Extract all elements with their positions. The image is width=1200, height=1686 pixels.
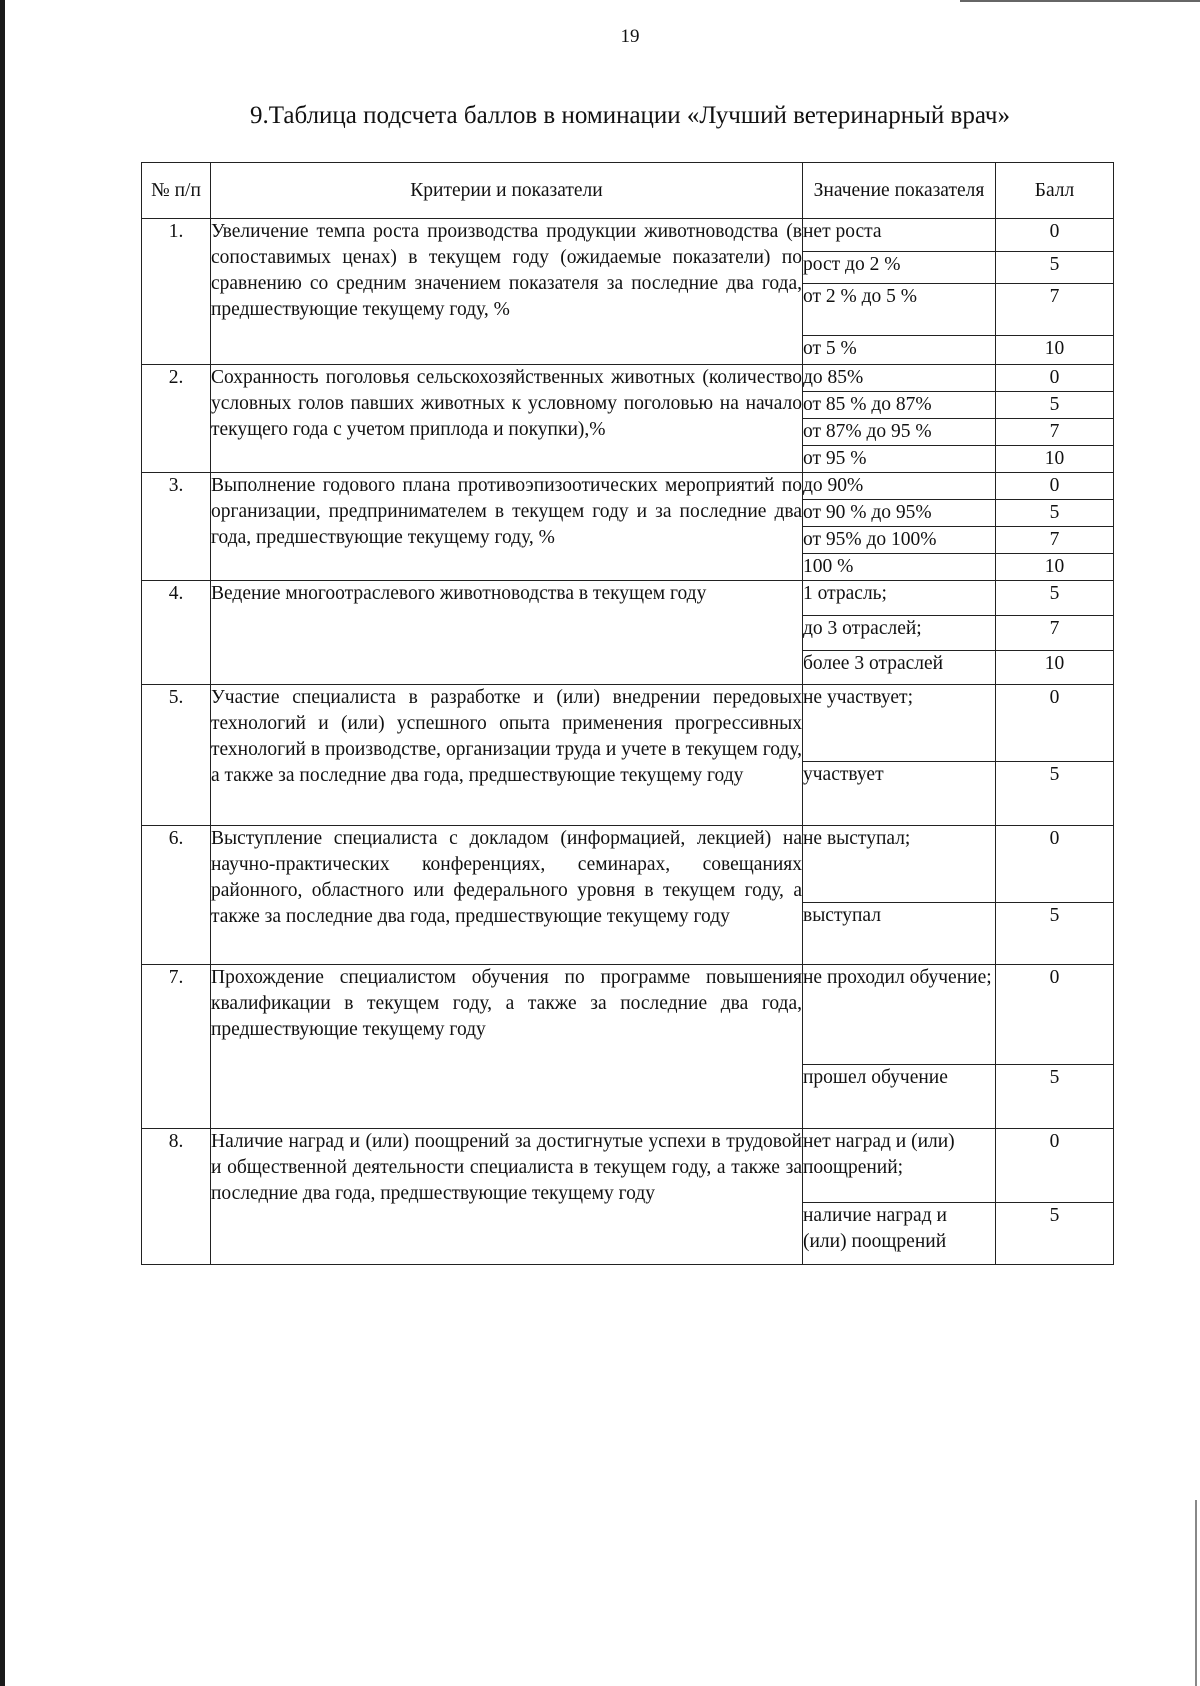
scan-border-left	[0, 0, 5, 1686]
option-points: 5	[996, 1065, 1114, 1129]
criteria-text: Увеличение темпа роста производства продукции животноводства (в сопоставимых ценах) в текущем году (ожидаемые показатели) по сравнению со средним значением показателя за последние два года, предшествующие текущему году, %	[211, 219, 803, 365]
header-num: № п/п	[142, 163, 211, 219]
criteria-text: Сохранность поголовья сельскохозяйственных животных (количество условных голов павших животных к условному поголовью на начало текущего года с учетом приплода и покупки),%	[211, 365, 803, 473]
row-number: 5.	[142, 685, 211, 826]
option-points: 0	[996, 365, 1114, 392]
row-number: 1.	[142, 219, 211, 365]
option-value: от 95% до 100%	[803, 527, 996, 554]
row-number: 4.	[142, 581, 211, 685]
option-value: до 85%	[803, 365, 996, 392]
option-points: 5	[996, 581, 1114, 616]
option-value: рост до 2 %	[803, 252, 996, 284]
option-points: 5	[996, 392, 1114, 419]
option-value: от 87% до 95 %	[803, 419, 996, 446]
option-points: 5	[996, 762, 1114, 826]
option-value: участвует	[803, 762, 996, 826]
table-row	[142, 685, 1114, 762]
criteria-text: Участие специалиста в разработке и (или) внедрении передовых технологий и (или) успешного опыта применения прогрессивных технологий в производстве, организации труда и учете в текущем году, а также за последние два года, предшествующие текущему году	[211, 685, 803, 826]
criteria-text: Выступление специалиста с докладом (информацией, лекцией) на научно-практических конференциях, семинарах, совещаниях районного, областного или федерального уровня в текущем году, а также за последние два года, предшествующие текущему году	[211, 826, 803, 965]
option-points: 10	[996, 554, 1114, 581]
option-points: 5	[996, 500, 1114, 527]
option-value: от 90 % до 95%	[803, 500, 996, 527]
option-points: 7	[996, 616, 1114, 651]
option-value: выступал	[803, 903, 996, 965]
header-criteria: Критерии и показатели	[211, 163, 803, 219]
option-points: 0	[996, 965, 1114, 1065]
table-row	[142, 965, 1114, 1065]
option-points: 10	[996, 651, 1114, 685]
option-points: 0	[996, 473, 1114, 500]
option-value: нет роста	[803, 219, 996, 252]
option-points: 0	[996, 826, 1114, 903]
row-number: 6.	[142, 826, 211, 965]
header-row	[142, 163, 1114, 219]
row-number: 7.	[142, 965, 211, 1129]
option-value: 1 отрасль;	[803, 581, 996, 616]
option-points: 0	[996, 1129, 1114, 1203]
option-value: прошел обучение	[803, 1065, 996, 1129]
criteria-text: Прохождение специалистом обучения по программе повышения квалификации в текущем году, а также за последние два года, предшествующие текущему году	[211, 965, 803, 1129]
option-points: 0	[996, 685, 1114, 762]
option-points: 10	[996, 336, 1114, 365]
option-value: не выступал;	[803, 826, 996, 903]
option-value: от 5 %	[803, 336, 996, 365]
document-title: 9.Таблица подсчета баллов в номинации «Лучший ветеринарный врач»	[249, 102, 1011, 129]
option-value: более 3 отраслей	[803, 651, 996, 685]
option-value: не участвует;	[803, 685, 996, 762]
table-row	[142, 826, 1114, 903]
table-row	[142, 219, 1114, 252]
option-value: от 2 % до 5 %	[803, 284, 996, 336]
option-value: не проходил обучение;	[803, 965, 996, 1065]
option-value: 100 %	[803, 554, 996, 581]
option-value: от 85 % до 87%	[803, 392, 996, 419]
row-number: 3.	[142, 473, 211, 581]
option-value: наличие наград и (или) поощрений	[803, 1203, 996, 1265]
table-row	[142, 365, 1114, 392]
table-row	[142, 473, 1114, 500]
header-points: Балл	[996, 163, 1114, 219]
scan-border-right	[1195, 1500, 1197, 1686]
option-points: 7	[996, 527, 1114, 554]
score-table	[141, 162, 1114, 1265]
criteria-text: Ведение многоотраслевого животноводства в текущем году	[211, 581, 803, 685]
page-number: 19	[620, 26, 640, 47]
option-points: 5	[996, 1203, 1114, 1265]
criteria-text: Наличие наград и (или) поощрений за достигнутые успехи в трудовой и общественной деятельности специалиста в текущем году, а также за последние два года, предшествующие текущему году	[211, 1129, 803, 1265]
scan-border-top	[960, 0, 1200, 2]
option-value: до 90%	[803, 473, 996, 500]
option-points: 5	[996, 252, 1114, 284]
table-row	[142, 1129, 1114, 1203]
option-points: 7	[996, 284, 1114, 336]
table-row	[142, 581, 1114, 616]
row-number: 8.	[142, 1129, 211, 1265]
row-number: 2.	[142, 365, 211, 473]
option-value: нет наград и (или) поощрений;	[803, 1129, 996, 1203]
option-points: 7	[996, 419, 1114, 446]
option-value: до 3 отраслей;	[803, 616, 996, 651]
header-value: Значение показателя	[803, 163, 996, 219]
option-points: 10	[996, 446, 1114, 473]
option-points: 0	[996, 219, 1114, 252]
criteria-text: Выполнение годового плана противоэпизоотических мероприятий по организации, предпринимателем в текущем году и за последние два года, предшествующие текущему году, %	[211, 473, 803, 581]
option-value: от 95 %	[803, 446, 996, 473]
option-points: 5	[996, 903, 1114, 965]
